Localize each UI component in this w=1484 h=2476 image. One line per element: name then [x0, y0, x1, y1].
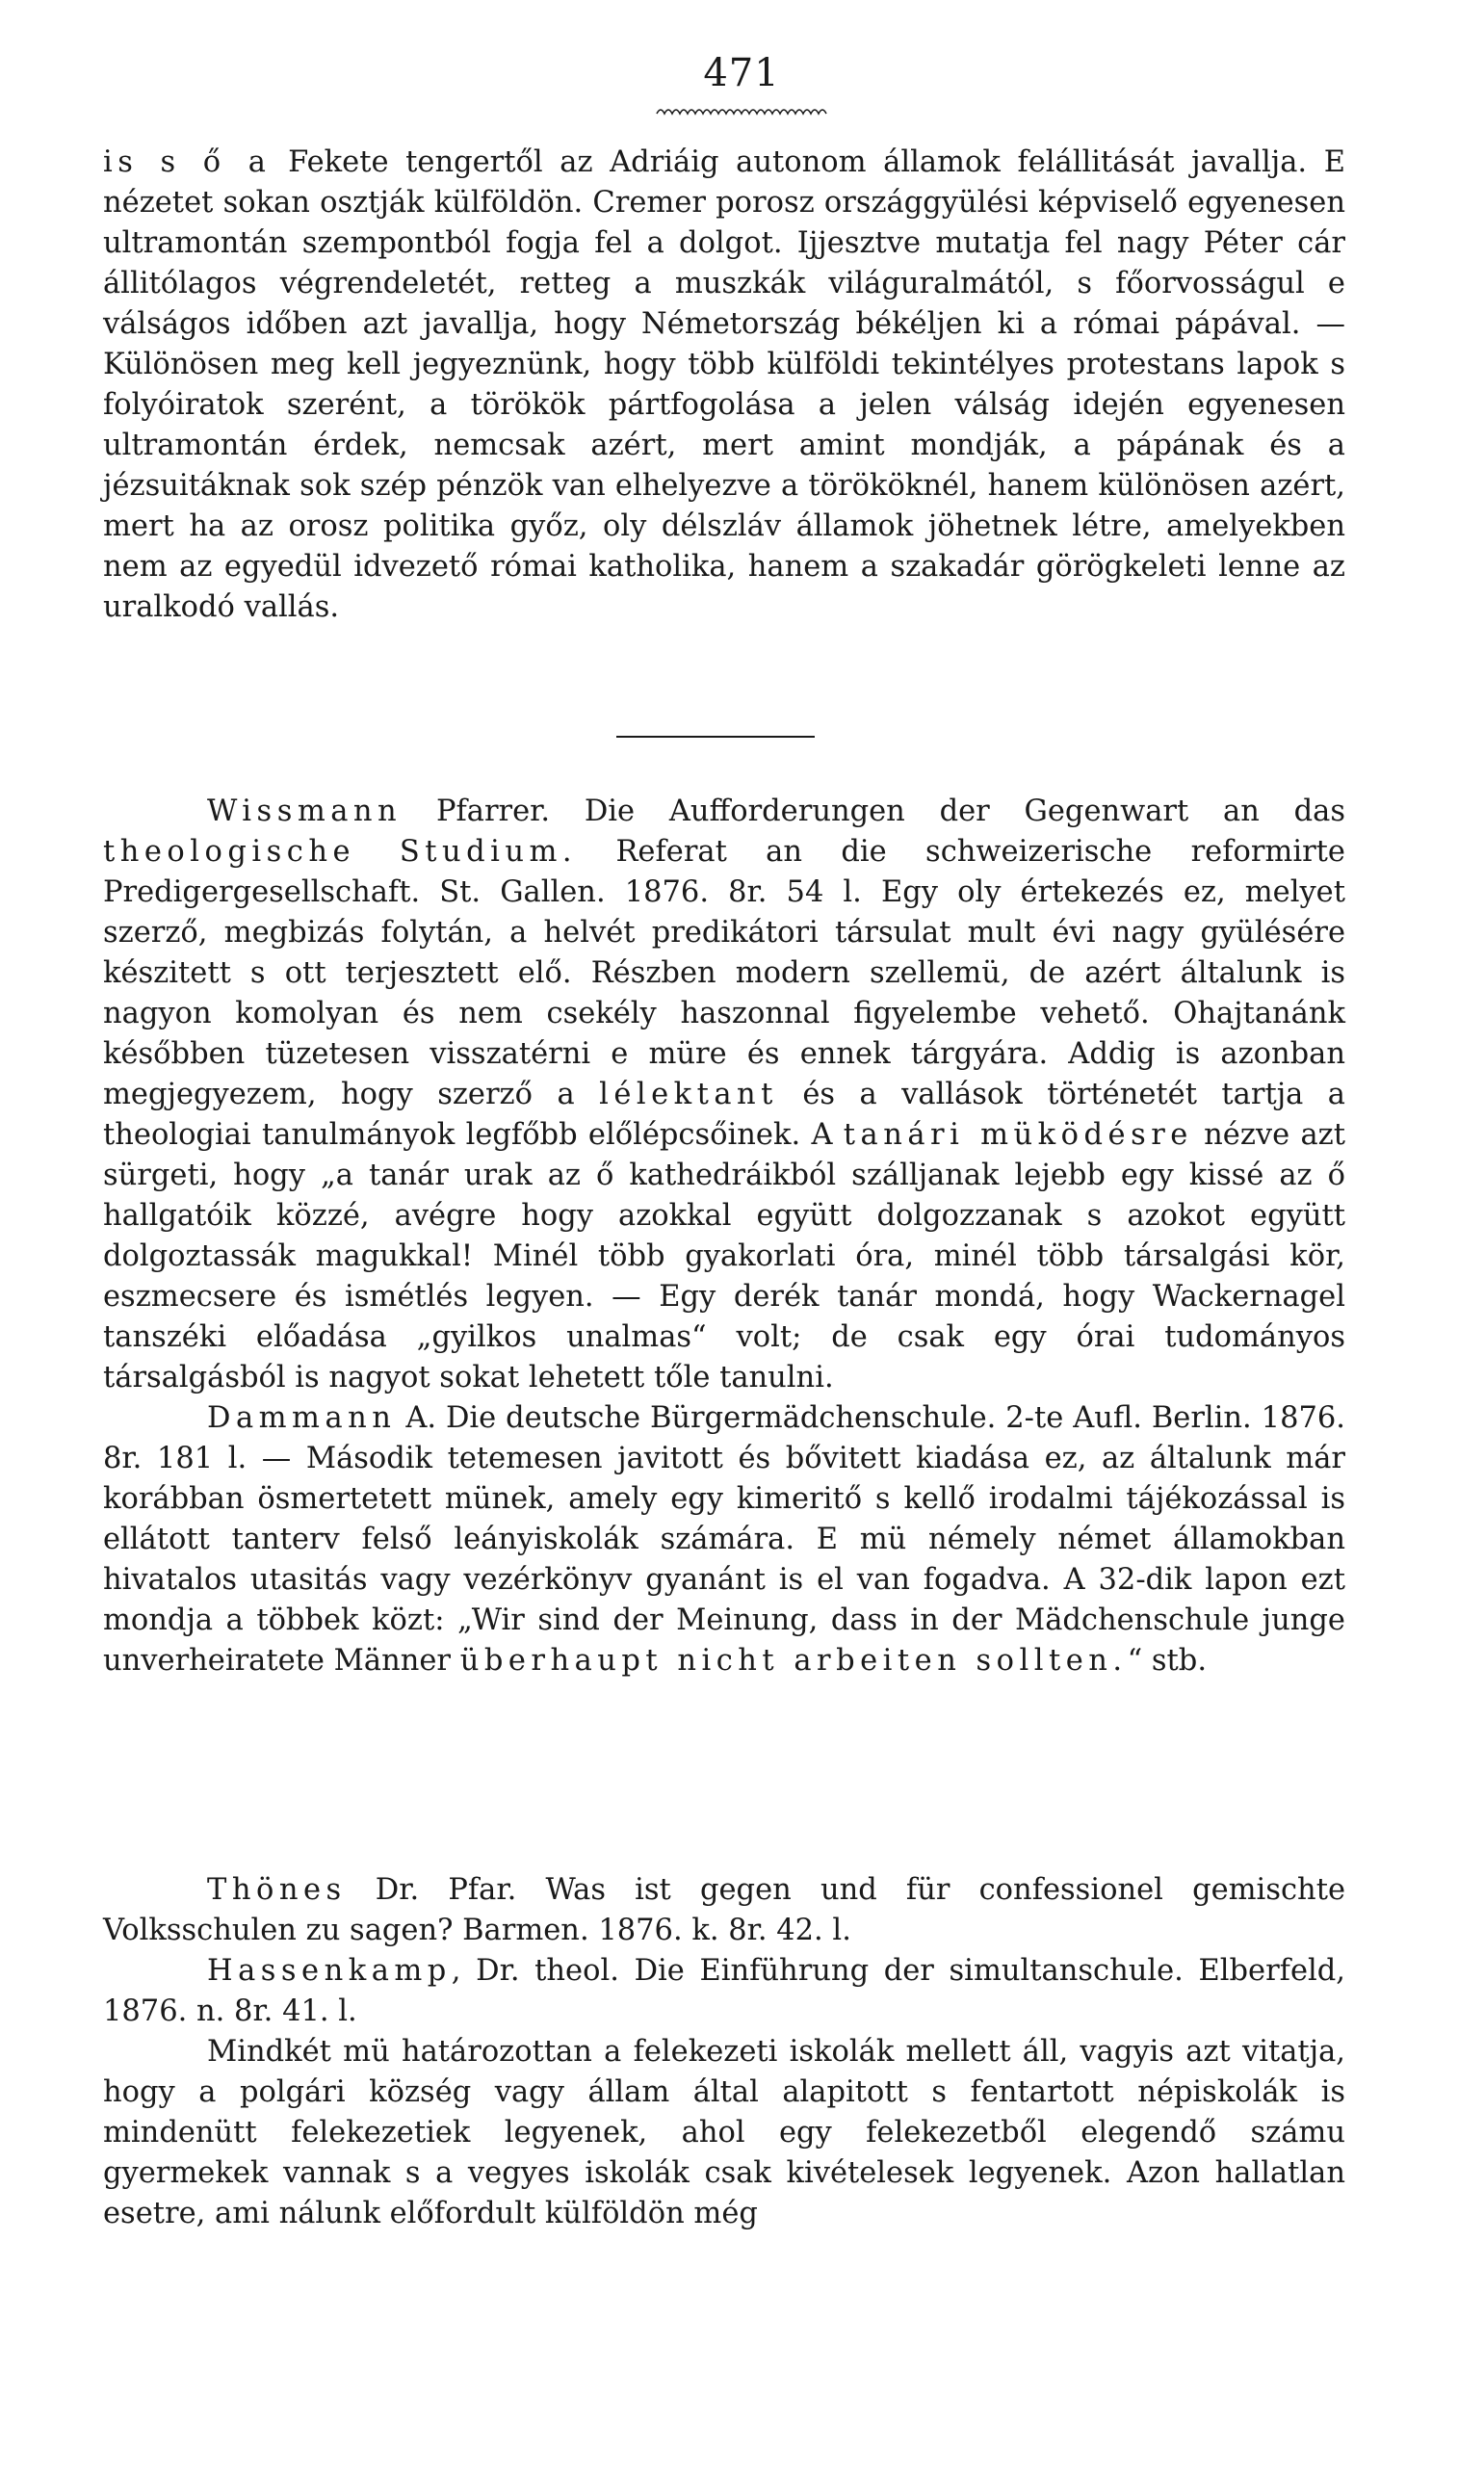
section-divider [616, 736, 815, 738]
text-segment: nézve azt sürgeti, hogy „a tanár urak az ő kathedráikból szálljanak lejebb egy kissé az ő hallgatóik közzé, avégre hogy azokkal együtt dolgozzanak s azokot együtt dolgoztassák magukkal! Minél több gyakorlati óra, minél több társalgási kör, eszmecsere és ismétlés legyen. — Egy derék tanár mondá, hogy Wackernagel tanszéki előadása „gyilkos unalmas“ volt; de csak egy órai tudományos társalgásból is nagyot sokat lehetett tőle tanulni. [103, 1118, 1346, 1394]
text-segment: Referat an die schweizerische reformirte Predigergesellschaft. St. Gallen. 1876. 8r. 54 l. Egy oly értekezés ez, melyet szerző, megbizás folytán, a helvét predikátori társulat mult évi nagy gyülésére készitett s ott terjesztett elő. Részben modern szellemü, de azért általunk is nagyon komolyan és nem csekély haszonnal figyelembe vehető. Ohajtanánk későbben tüzetesen visszatérni e müre és ennek tárgyára. Addig is azonban megjegyezem, hogy szerző a [103, 835, 1345, 1111]
ornament-wavy-line [655, 100, 828, 121]
book-entry-thones [103, 1870, 1345, 1951]
text-segment: “ stb. [1127, 1644, 1208, 1678]
text-segment: A. Die deutsche Bürgermädchenschule. 2-te Aufl. Berlin. 1876. 8r. 181 l. — Második tetemesen javitott és bővitett kiadása ez, az általunk már korábban ösmertetett münek, amely egy kimeritő s kellő irodalmi tájékozással is ellátott tanterv felső leányiskolák számára. E mü némely német államokban hivatalos utasitás vagy vezérkönyv gyanánt is el van fogadva. A 32-dik lapon ezt mondja a többek közt: „Wir sind der Meinung, dass in der Mädchenschule junge unverheiratete Männer [103, 1401, 1345, 1678]
text-segment: Pfarrer. Die Aufforderungen der Gegenwart an das [402, 795, 1345, 828]
text-block-2 [103, 792, 1345, 1681]
book-entry-hassenkamp [103, 1951, 1345, 2032]
text-block-3 [103, 1870, 1345, 2234]
author-name: Hassenkamp [207, 1954, 452, 1988]
author-name: Wissmann [207, 795, 403, 828]
spaced-title: theologische Studium. [103, 835, 578, 869]
author-name: Thönes [207, 1873, 347, 1907]
page-number: 471 [703, 51, 780, 95]
book-review-dammann [103, 1398, 1345, 1681]
book-review-wissmann [103, 792, 1345, 1398]
paragraph: Mindkét mü határozottan a felekezeti iskolák mellett áll, vagyis azt vitatja, hogy a polgári község vagy állam által alapitott s fentartott népiskolák is mindenütt felekezetiek legyenek, ahol egy felekezetből elegendő számu gyermekek vannak s a vegyes iskolák csak kivételesek legyenek. Azon hallatlan esetre, ami nálunk előfordult külföldön még [103, 2035, 1345, 2230]
author-name: Dammann [207, 1401, 397, 1435]
spaced-emphasis: überhaupt nicht arbeiten sollten. [459, 1644, 1128, 1678]
text-segment: és a vallások történetét tartja a theologiai tanulmányok legfőbb előlépcsőinek. A [103, 1078, 1345, 1152]
text-segment: Dr. Pfar. Was ist gegen und für confessionel gemischte Volksschulen zu sagen? Barmen. 1876. k. 8r. 42. l. [103, 1873, 1345, 1947]
spaced-word: is s ő a [103, 145, 272, 179]
paragraph [103, 143, 1345, 628]
text-block-1 [103, 143, 1345, 628]
spaced-emphasis: lélektant [599, 1078, 778, 1111]
text-segment: , Dr. theol. Die Einführung der simultanschule. Elberfeld, 1876. n. 8r. 41. l. [103, 1954, 1345, 2028]
paragraph-text: Fekete tengertől az Adriáig autonom államok felállitását javallja. E nézetet sokan osztják külföldön. Cremer porosz országgyülési képviselő egyenesen ultramontán szempontból fogja fel a dolgot. Ijjesztve mutatja fel nagy Péter cár állitólagos végrendeletét, retteg a muszkák világuralmától, s főorvosságul e válságos időben azt javallja, hogy Németország békéljen ki a római pápával. — Különösen meg kell jegyeznünk, hogy több külföldi tekintélyes protestans lapok s folyóiratok szerént, a törökök pártfogolása a jelen válság idején egyenesen ultramontán érdek, nemcsak azért, mert amint mondják, a pápának és a jézsuitáknak sok szép pénzök van elhelyezve a törököknél, hanem különösen azért, mert ha az orosz politika győz, oly délszláv államok jöhetnek létre, amelyekben nem az egyedül idvezető római katholika, hanem a szakadár görögkeleti lenne az uralkodó vallás. [103, 145, 1345, 624]
spaced-emphasis: tanári müködésre [843, 1118, 1193, 1152]
